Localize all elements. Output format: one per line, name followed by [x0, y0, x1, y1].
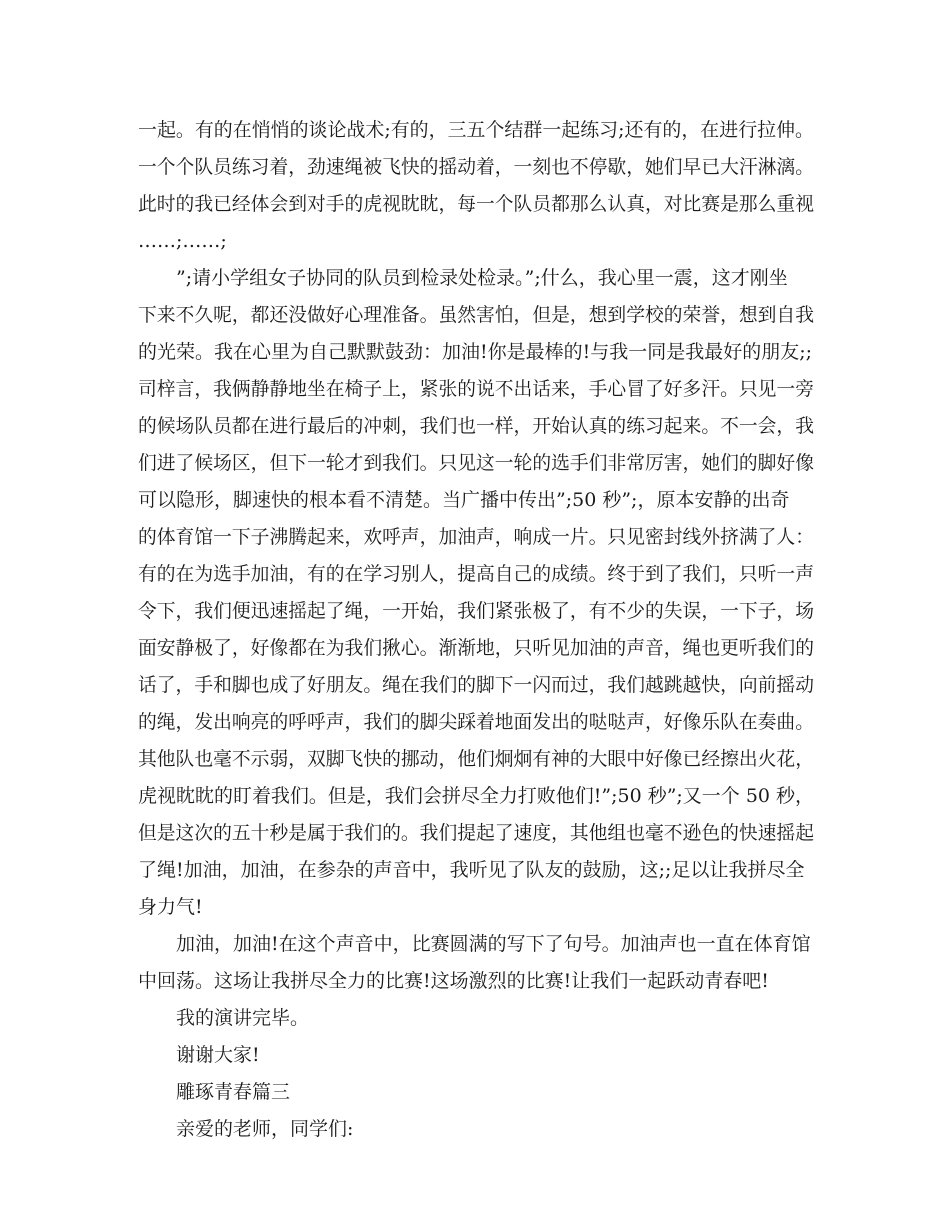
text-line: 此时的我已经体会到对手的虎视眈眈，每一个队员都那么认真，对比赛是那么重视 — [138, 193, 814, 215]
text-line: 亲爱的老师，同学们: — [176, 1118, 354, 1140]
text-line: 虎视眈眈的盯着我们。但是，我们会拼尽全力打败他们!”;50 秒”;又一个 50 秒， — [138, 785, 814, 807]
text-line: 令下，我们便迅速摇起了绳，一开始，我们紧张极了，有不少的失误，一下子，场 — [138, 600, 814, 622]
text-line: 司梓言，我俩静静地坐在椅子上，紧张的说不出话来，手心冒了好多汗。只见一旁 — [138, 378, 814, 400]
text-line: 中回荡。这场让我拼尽全力的比赛!这场激烈的比赛!让我们一起跃动青春吧! — [138, 970, 769, 992]
text-line: 但是这次的五十秒是属于我们的。我们提起了速度，其他组也毫不逊色的快速摇起 — [138, 822, 814, 844]
text-line: 们进了候场区，但下一轮才到我们。只见这一轮的选手们非常厉害，她们的脚好像 — [138, 452, 814, 474]
text-line: 加油，加油!在这个声音中，比赛圆满的写下了句号。加油声也一直在体育馆 — [176, 933, 811, 955]
text-line: 了绳!加油，加油，在参杂的声音中，我听见了队友的鼓励，这;;足以让我拼尽全 — [138, 859, 805, 881]
text-line: 面安静极了，好像都在为我们揪心。渐渐地，只听见加油的声音，绳也更听我们的 — [138, 637, 814, 659]
text-line: 话了，手和脚也成了好朋友。绳在我们的脚下一闪而过，我们越跳越快，向前摇动 — [138, 674, 814, 696]
text-line: 一起。有的在悄悄的谈论战术;有的，三五个结群一起练习;还有的，在进行拉伸。 — [138, 119, 814, 141]
text-line: 一个个队员练习着，劲速绳被飞快的摇动着，一刻也不停歇，她们早已大汗淋漓。 — [138, 156, 814, 178]
text-line: ……;……; — [138, 230, 227, 252]
text-line: 可以隐形，脚速快的根本看不清楚。当广播中传出”;50 秒”;，原本安静的出奇 — [138, 489, 790, 511]
text-line: 雕琢青春篇三 — [176, 1081, 291, 1103]
text-line: 的光荣。我在心里为自己默默鼓劲：加油!你是最棒的!与我一同是我最好的朋友;; — [138, 341, 813, 363]
document-body — [138, 112, 814, 1148]
text-line: 下来不久呢，都还没做好心理准备。虽然害怕，但是，想到学校的荣誉，想到自我 — [138, 304, 814, 326]
text-line: 我的演讲完毕。 — [176, 1007, 310, 1029]
text-line: 身力气! — [138, 896, 203, 918]
text-line: 的候场队员都在进行最后的冲刺，我们也一样，开始认真的练习起来。不一会，我 — [138, 415, 814, 437]
text-line: 其他队也毫不示弱，双脚飞快的挪动，他们炯炯有神的大眼中好像已经擦出火花， — [138, 748, 814, 770]
text-line: 的绳，发出响亮的呼呼声，我们的脚尖踩着地面发出的哒哒声，好像乐队在奏曲。 — [138, 711, 814, 733]
text-line: ”;请小学组女子协同的队员到检录处检录。”;什么，我心里一震，这才刚坐 — [176, 267, 788, 289]
text-line: 的体育馆一下子沸腾起来，欢呼声，加油声，响成一片。只见密封线外挤满了人： — [138, 526, 814, 548]
text-line: 谢谢大家! — [176, 1044, 260, 1066]
text-line: 有的在为选手加油，有的在学习别人，提高自己的成绩。终于到了我们，只听一声 — [138, 563, 814, 585]
